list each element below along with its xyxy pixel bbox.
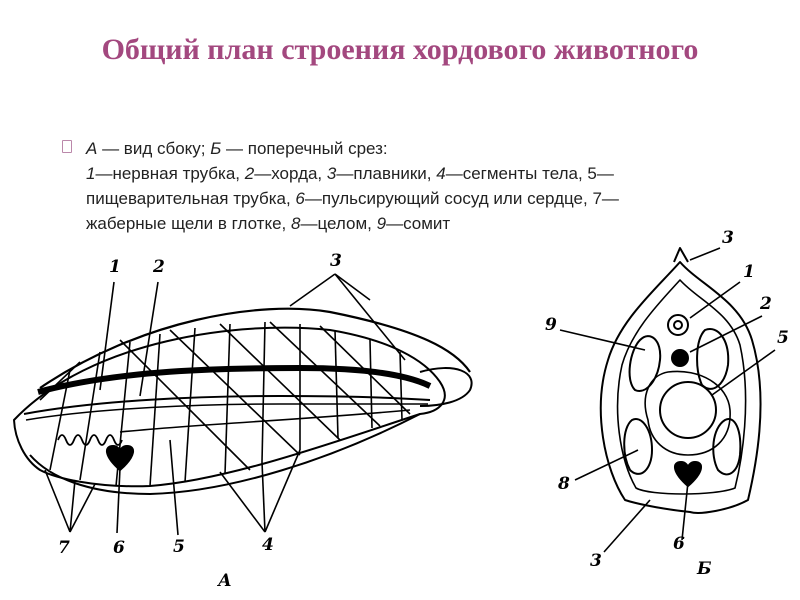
somite-left [630,336,661,391]
side-view-drawing [14,274,472,535]
caption-fragment: —целом, [300,214,377,233]
nerve-tube-section [668,315,688,335]
label-a-6: 6 [113,538,125,558]
caption-fragment: —хорда, [254,164,327,183]
caption-fragment: —сегменты тела, 5— [445,164,614,183]
label-a-4: 4 [262,535,274,555]
coelom-left [624,419,652,474]
panel-label-b: Б [697,559,712,579]
notochord-section [672,350,688,366]
label-a-5: 5 [173,537,185,557]
caption-fragment: А [86,139,98,158]
gill-slits [58,435,122,445]
caption-fragment: —плавники, [336,164,437,183]
page-title: Общий план строения хордового животного [101,33,699,66]
caption-fragment: 1 [86,164,96,183]
label-b-3-bottom: 3 [590,551,602,571]
caption-fragment: 4 [436,164,446,183]
panel-label-a: А [218,571,232,591]
somite-right [697,329,728,389]
coelom-right [713,419,740,474]
caption-fragment: 8 [290,214,301,233]
label-a-3: 3 [330,251,342,271]
label-b-3-top: 3 [722,228,734,248]
label-b-8: 8 [558,474,570,494]
label-b-9: 9 [545,315,557,335]
label-a-7: 7 [58,538,70,558]
caption-fragment: жаберные щели в глотке, [86,214,291,233]
caption-fragment: 3 [326,164,337,183]
label-b-6: 6 [673,534,685,554]
caption-fragment: 6 [295,189,305,208]
caption-fragment: —нервная трубка, [95,164,245,183]
caption-fragment: —пульсирующий сосуд или сердце, 7— [304,189,619,208]
caption-fragment: пищеварительная трубка, [86,189,296,208]
label-b-5: 5 [777,328,789,348]
label-b-2: 2 [760,294,772,314]
label-b-1: 1 [743,262,755,282]
caption-fragment: Б [210,139,222,158]
label-a-1: 1 [109,257,121,277]
caption-fragment: 2 [244,164,255,183]
gut-section [660,382,716,438]
label-a-2: 2 [153,257,165,277]
caption-fragment: — поперечный срез: [221,139,388,158]
cross-section-labels [545,228,789,579]
heart-icon [107,446,133,470]
caption-fragment: —сомит [386,214,451,233]
cross-section-drawing [560,248,775,552]
caption-fragment: — вид сбоку; [97,139,211,158]
caption-fragment: 9 [376,214,387,233]
